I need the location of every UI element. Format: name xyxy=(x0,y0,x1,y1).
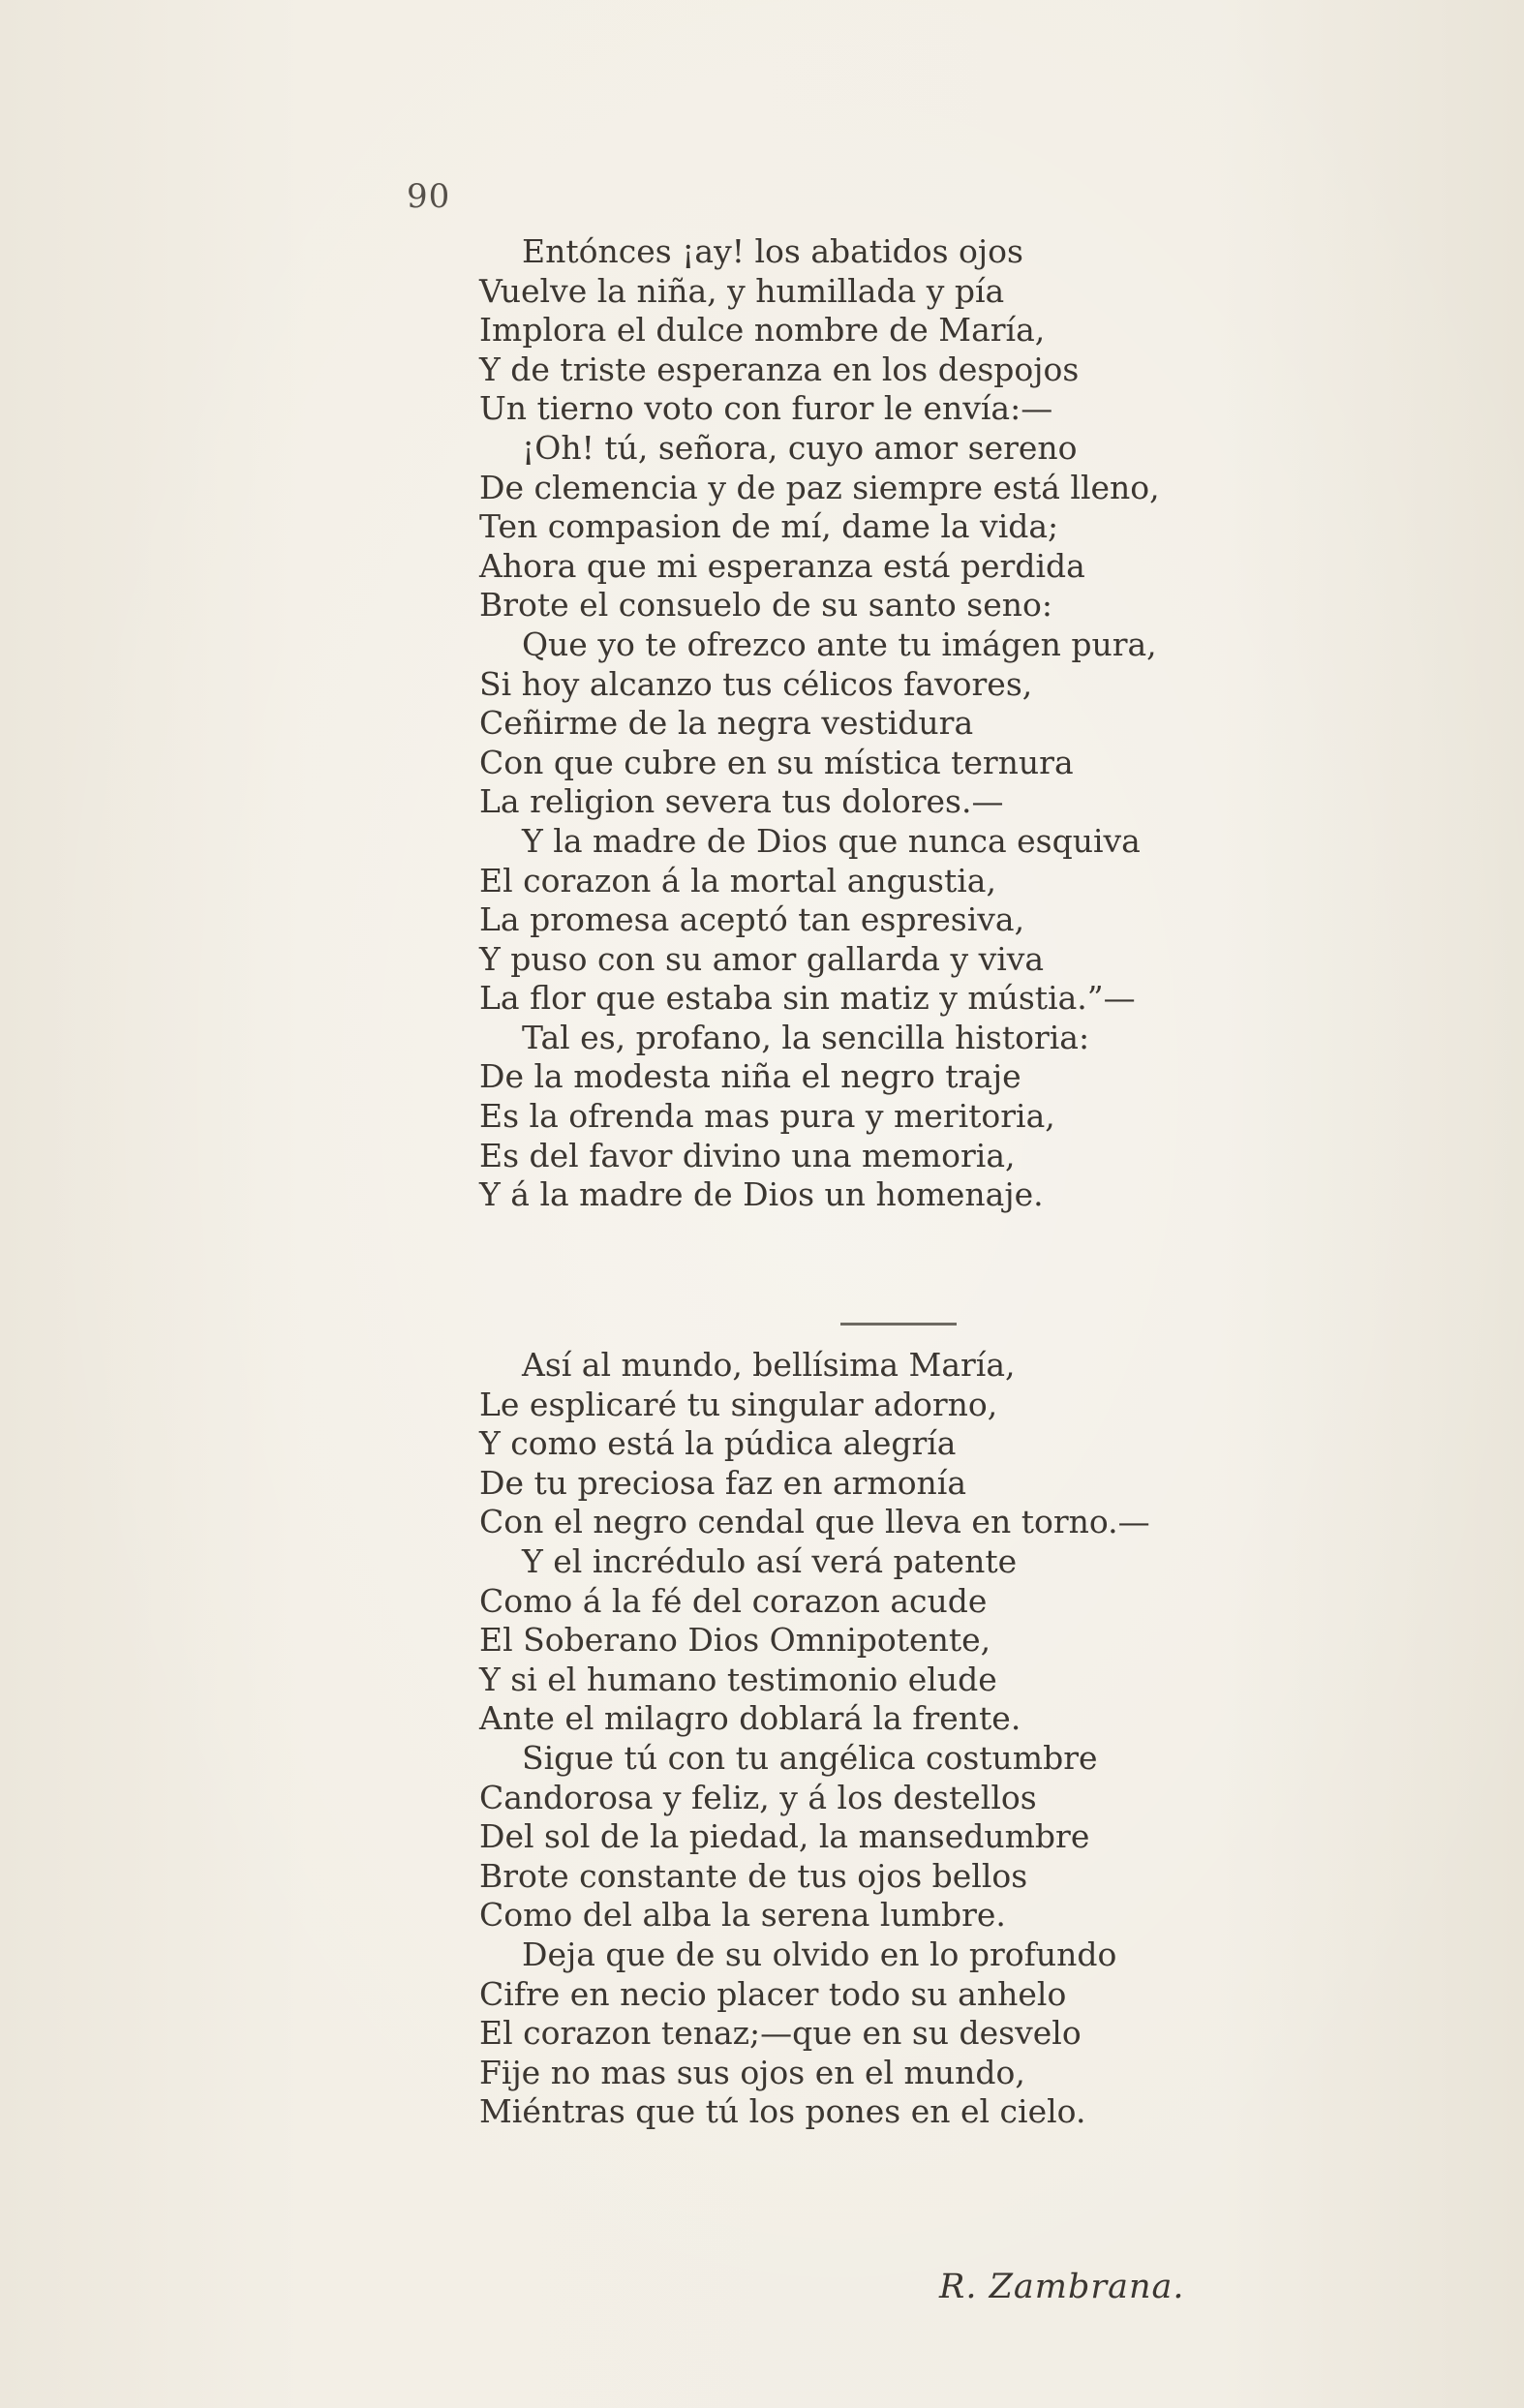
author-signature: R. Zambrana. xyxy=(939,2268,1185,2306)
poem-line: Implora el dulce nombre de María, xyxy=(479,311,1046,350)
poem-line: Un tierno voto con furor le envía:— xyxy=(479,389,1053,428)
poem-line: Le esplicaré tu singular adorno, xyxy=(479,1385,998,1423)
poem-line: Y la madre de Dios que nunca esquiva xyxy=(522,821,1141,860)
poem-line: De clemencia y de paz siempre está lleno, xyxy=(479,468,1160,506)
poem-line: Del sol de la piedad, la mansedumbre xyxy=(479,1817,1090,1856)
poem-line: Ante el milagro doblará la frente. xyxy=(479,1699,1021,1738)
poem-line: Fije no mas sus ojos en el mundo, xyxy=(479,2053,1025,2091)
poem-line: Ceñirme de la negra vestidura xyxy=(479,704,974,743)
poem-section-2 xyxy=(479,1346,1254,2132)
poem-line: Si hoy alcanzo tus célicos favores, xyxy=(479,664,1033,703)
poem-line: Brote el consuelo de su santo seno: xyxy=(479,586,1052,625)
poem-line: Brote constante de tus ojos bellos xyxy=(479,1856,1028,1895)
poem-line: De la modesta niña el negro traje xyxy=(479,1057,1021,1096)
poem-line: Cifre en necio placer todo su anhelo xyxy=(479,1974,1067,2013)
poem-line: Como del alba la serena lumbre. xyxy=(479,1896,1006,1935)
poem-line: Deja que de su olvido en lo profundo xyxy=(522,1935,1117,1973)
poem-line: Y el incrédulo así verá patente xyxy=(522,1541,1018,1580)
poem-line: La religion severa tus dolores.— xyxy=(479,782,1004,821)
poem-line: Y puso con su amor gallarda y viva xyxy=(479,939,1045,978)
poem-line: Sigue tú con tu angélica costumbre xyxy=(522,1738,1098,1777)
poem-line: Así al mundo, bellísima María, xyxy=(522,1346,1016,1384)
poem-line: Es la ofrenda mas pura y meritoria, xyxy=(479,1097,1055,1136)
poem-line: Miéntras que tú los pones en el cielo. xyxy=(479,2092,1086,2131)
poem-line: Que yo te ofrezco ante tu imágen pura, xyxy=(522,625,1157,663)
poem-line: Ten compasion de mí, dame la vida; xyxy=(479,507,1059,546)
poem-line: De tu preciosa faz en armonía xyxy=(479,1463,967,1502)
poem-line: Y á la madre de Dios un homenaje. xyxy=(479,1175,1044,1214)
section-divider xyxy=(840,1323,957,1326)
poem-line: Candorosa y feliz, y á los destellos xyxy=(479,1778,1037,1816)
page-number: 90 xyxy=(407,177,451,216)
poem-line: Con que cubre en su mística ternura xyxy=(479,743,1074,781)
poem-line: Vuelve la niña, y humillada y pía xyxy=(479,271,1005,310)
poem-line: La flor que estaba sin matiz y mústia.”— xyxy=(479,979,1136,1018)
poem-line: Ahora que mi esperanza está perdida xyxy=(479,546,1085,585)
poem-line: El corazon á la mortal angustia, xyxy=(479,861,996,899)
poem-line: La promesa aceptó tan espresiva, xyxy=(479,900,1025,939)
poem-line: Es del favor divino una memoria, xyxy=(479,1136,1016,1174)
poem-line: El Soberano Dios Omnipotente, xyxy=(479,1621,991,1660)
poem-line: El corazon tenaz;—que en su desvelo xyxy=(479,2014,1082,2053)
poem-line: ¡Oh! tú, señora, cuyo amor sereno xyxy=(522,428,1078,467)
poem-line: Con el negro cendal que lleva en torno.— xyxy=(479,1503,1150,1541)
poem-line: Tal es, profano, la sencilla historia: xyxy=(522,1018,1090,1056)
poem-line: Y de triste esperanza en los despojos xyxy=(479,350,1080,388)
poem-line: Y como está la púdica alegría xyxy=(479,1424,957,1463)
poem-line: Como á la fé del corazon acude xyxy=(479,1581,988,1620)
poem-line: Entónces ¡ay! los abatidos ojos xyxy=(522,232,1023,270)
poem-section-1 xyxy=(479,232,1254,1215)
poem-line: Y si el humano testimonio elude xyxy=(479,1660,997,1698)
